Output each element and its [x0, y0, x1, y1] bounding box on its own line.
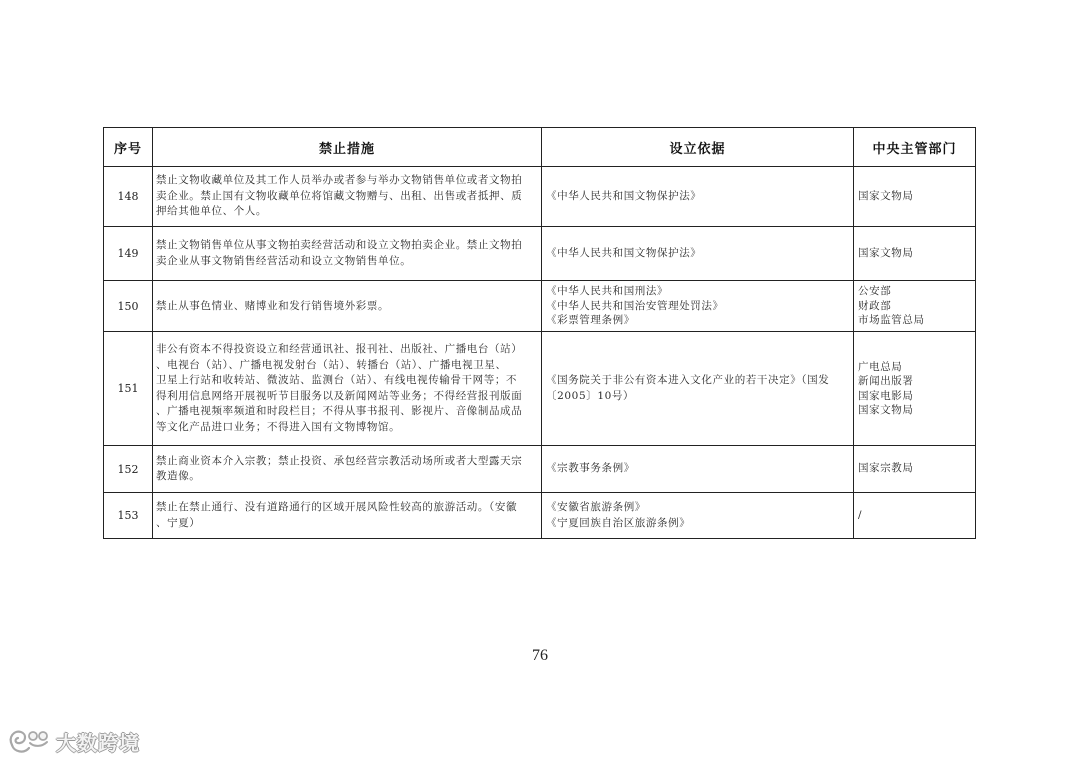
watermark	[6, 724, 140, 758]
department-line: 广电总局	[858, 360, 903, 373]
header-serial-number: 序号	[104, 128, 153, 167]
department-line: 国家文物局	[858, 246, 914, 259]
basis-line: 《宗教事务条例》	[546, 462, 635, 475]
department-cell	[854, 446, 976, 493]
department-line: 国家文物局	[858, 404, 914, 416]
table-row	[104, 493, 976, 539]
header-legal-basis: 设立依据	[542, 128, 854, 167]
basis-cell	[542, 493, 854, 539]
measure-cell	[153, 446, 542, 493]
measure-line: 教造像。	[156, 470, 201, 482]
measure-line: 、宁夏）	[156, 516, 201, 529]
basis-line: 《中华人民共和国文物保护法》	[546, 189, 702, 202]
measure-line: 禁止从事色情业、赌博业和发行销售境外彩票。	[156, 299, 390, 312]
department-line: 新闻出版署	[858, 375, 914, 387]
department-cell	[854, 227, 976, 281]
measure-line: 禁止文物收藏单位及其工作人员举办或者参与举办文物销售单位或者文物拍	[156, 174, 523, 187]
basis-cell	[542, 332, 854, 446]
table-row	[104, 332, 976, 446]
table-row	[104, 446, 976, 493]
measure-line: 押给其他单位、个人。	[156, 205, 267, 218]
measure-line: 卖企业从事文物销售经营活动和设立文物销售单位。	[156, 254, 412, 267]
basis-line: 〔2005〕10号）	[546, 389, 635, 402]
measure-line: 、电视台（站）、广播电视发射台（站）、转播台（站）、广播电视卫星、	[156, 358, 507, 371]
measure-line: 得利用信息网络开展视听节目服务以及新闻网站等业务；不得经营报刊版面	[156, 389, 523, 402]
measure-line: 禁止在禁止通行、没有道路通行的区域开展风险性较高的旅游活动。（安徽	[156, 501, 518, 513]
department-line: 市场监管总局	[858, 314, 925, 327]
header-prohibition-measures: 禁止措施	[153, 128, 542, 167]
measure-cell	[153, 493, 542, 539]
measure-line: 等文化产品进口业务；不得进入国有文物博物馆。	[156, 420, 401, 433]
row-number: 151	[104, 332, 153, 446]
department-cell	[854, 167, 976, 227]
department-cell	[854, 332, 976, 446]
basis-cell	[542, 281, 854, 332]
row-number: 150	[104, 281, 153, 332]
measure-cell	[153, 167, 542, 227]
department-line: 国家宗教局	[858, 462, 914, 475]
page-number: 76	[532, 647, 548, 664]
measure-line: 、广播电视频率频道和时段栏目；不得从事书报刊、影视片、音像制品成品	[156, 405, 523, 417]
measure-line: 卖企业。禁止国有文物收藏单位将馆藏文物赠与、出租、出售或者抵押、质	[156, 189, 523, 202]
row-number: 148	[104, 167, 153, 227]
department-cell	[854, 281, 976, 332]
department-cell	[854, 493, 976, 539]
table-row	[104, 227, 976, 281]
department-line: 国家文物局	[858, 189, 914, 202]
measure-cell	[153, 227, 542, 281]
measure-cell	[153, 281, 542, 332]
basis-cell	[542, 227, 854, 281]
row-number: 153	[104, 493, 153, 539]
header-central-authority: 中央主管部门	[854, 128, 976, 167]
measure-line: 非公有资本不得投资设立和经营通讯社、报刊社、出版社、广播电台（站）	[156, 343, 523, 355]
basis-line: 《国务院关于非公有资本进入文化产业的若干决定》（国发	[546, 374, 830, 386]
basis-line: 《中华人民共和国刑法》	[546, 285, 669, 298]
basis-line: 《中华人民共和国文物保护法》	[546, 246, 702, 259]
basis-cell	[542, 167, 854, 227]
table-header-row	[104, 128, 976, 167]
brand-logo-icon	[6, 725, 52, 757]
basis-line: 《中华人民共和国治安管理处罚法》	[546, 299, 724, 312]
table-row	[104, 281, 976, 332]
row-number: 149	[104, 227, 153, 281]
basis-line: 《安徽省旅游条例》	[546, 501, 646, 513]
measure-line: 禁止文物销售单位从事文物拍卖经营活动和设立文物拍卖企业。禁止文物拍	[156, 239, 523, 251]
prohibition-table	[103, 127, 976, 539]
measure-line: 禁止商业资本介入宗教；禁止投资、承包经营宗教活动场所或者大型露天宗	[156, 454, 523, 467]
measure-cell	[153, 332, 542, 446]
basis-cell	[542, 446, 854, 493]
basis-line: 《宁夏回族自治区旅游条例》	[546, 516, 691, 529]
department-line: 国家电影局	[858, 389, 914, 402]
table-row	[104, 167, 976, 227]
department-line: 公安部	[858, 285, 892, 298]
department-line: /	[858, 508, 863, 521]
row-number: 152	[104, 446, 153, 493]
measure-line: 卫星上行站和收转站、微波站、监测台（站）、有线电视传输骨干网等；不	[156, 374, 518, 386]
basis-line: 《彩票管理条例》	[546, 314, 635, 327]
department-line: 财政部	[858, 299, 892, 312]
watermark-text: 大数跨境	[56, 730, 140, 755]
